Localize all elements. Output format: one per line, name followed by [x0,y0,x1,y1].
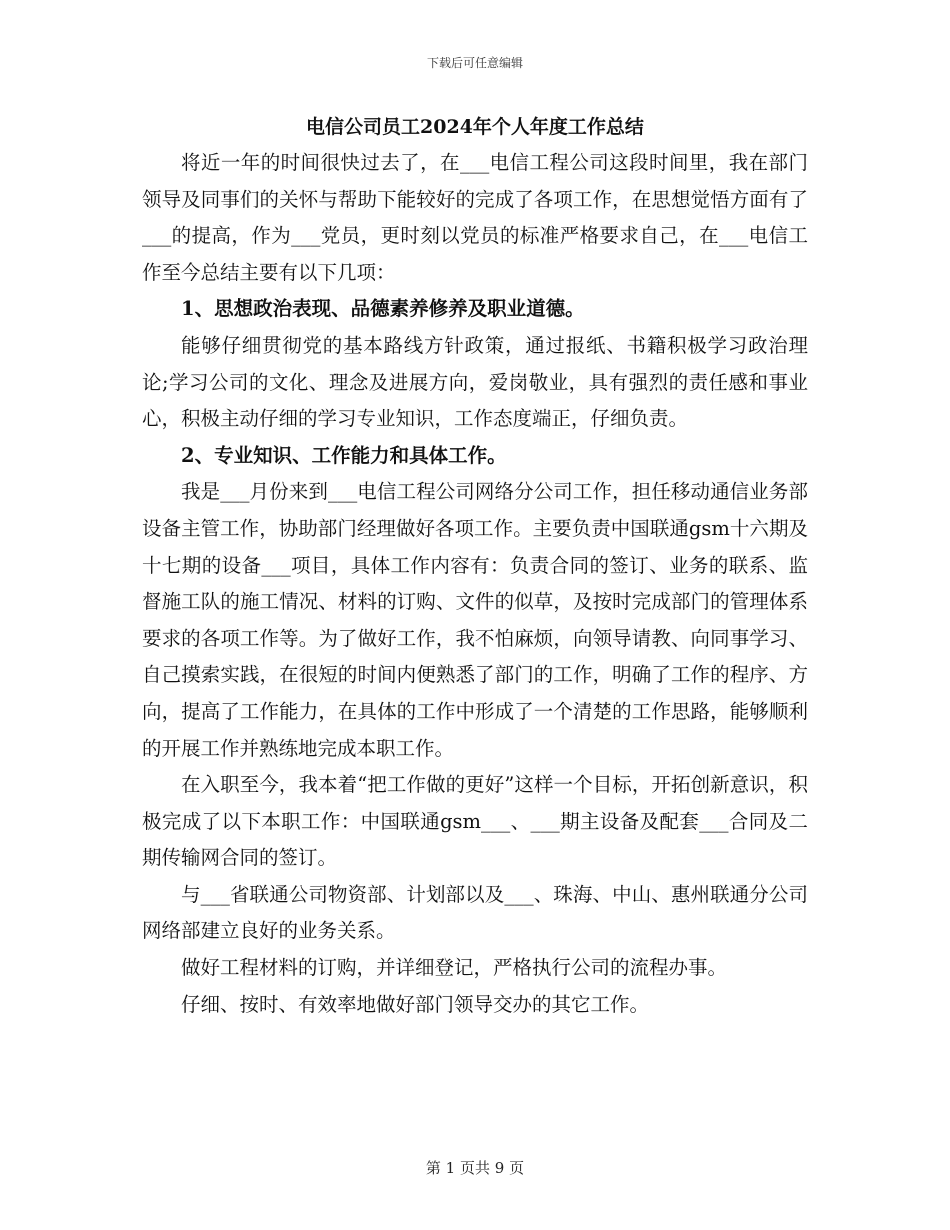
section-2-paragraph-3: 与___省联通公司物资部、计划部以及___、珠海、中山、惠州联通分公司网络部建立良好的业务关系。 [142,882,808,943]
document-body [142,112,808,1023]
section-2-heading: 2、专业知识、工作能力和具体工作。 [181,443,507,467]
section-2-paragraph-5: 仔细、按时、有效率地做好部门领导交办的其它工作。 [181,992,650,1016]
intro-paragraph: 将近一年的时间很快过去了，在___电信工程公司这段时间里，我在部门领导及同事们的关怀与帮助下能较好的完成了各项工作，在思想觉悟方面有了___的提高，作为___党员，更时刻以党员的标准严格要求自己，在___电信工作至今总结主要有以下几项： [142,151,808,284]
document-title: 电信公司员工2024年个人年度工作总结 [306,116,644,138]
section-1-heading: 1、思想政治表现、品德素养修养及职业道德。 [181,297,585,321]
section-2-paragraph-1: 我是___月份来到___电信工程公司网络分公司工作，担任移动通信业务部设备主管工作，协助部门经理做好各项工作。主要负责中国联通gsm十六期及十七期的设备___项目，具体工作内容有：负责合同的签订、业务的联系、监督施工队的施工情况、材料的订购、文件的似草，及按时完成部门的管理体系要求的各项工作等。为了做好工作，我不怕麻烦，向领导请教、向同事学习、自己摸索实践，在很短的时间内便熟悉了部门的工作，明确了工作的程序、方向，提高了工作能力，在具体的工作中形成了一个清楚的工作思路，能够顺利的开展工作并熟练地完成本职工作。 [142,480,808,760]
section-1-paragraph: 能够仔细贯彻党的基本路线方针政策，通过报纸、书籍积极学习政治理论;学习公司的文化、理念及进展方向，爱岗敬业，具有强烈的责任感和事业心，积极主动仔细的学习专业知识，工作态度端正，仔细负责。 [142,333,808,431]
section-2-paragraph-4: 做好工程材料的订购，并详细登记，严格执行公司的流程办事。 [181,956,728,980]
page-header: 下载后可任意编辑 [426,56,523,70]
page-footer: 第 1 页共 9 页 [425,1159,525,1177]
section-2-paragraph-2: 在入职至今，我本着“把工作做的更好”这样一个目标，开拓创新意识，积极完成了以下本职工作：中国联通gsm___、___期主设备及配套___合同及二期传输网合同的签订。 [142,773,808,870]
